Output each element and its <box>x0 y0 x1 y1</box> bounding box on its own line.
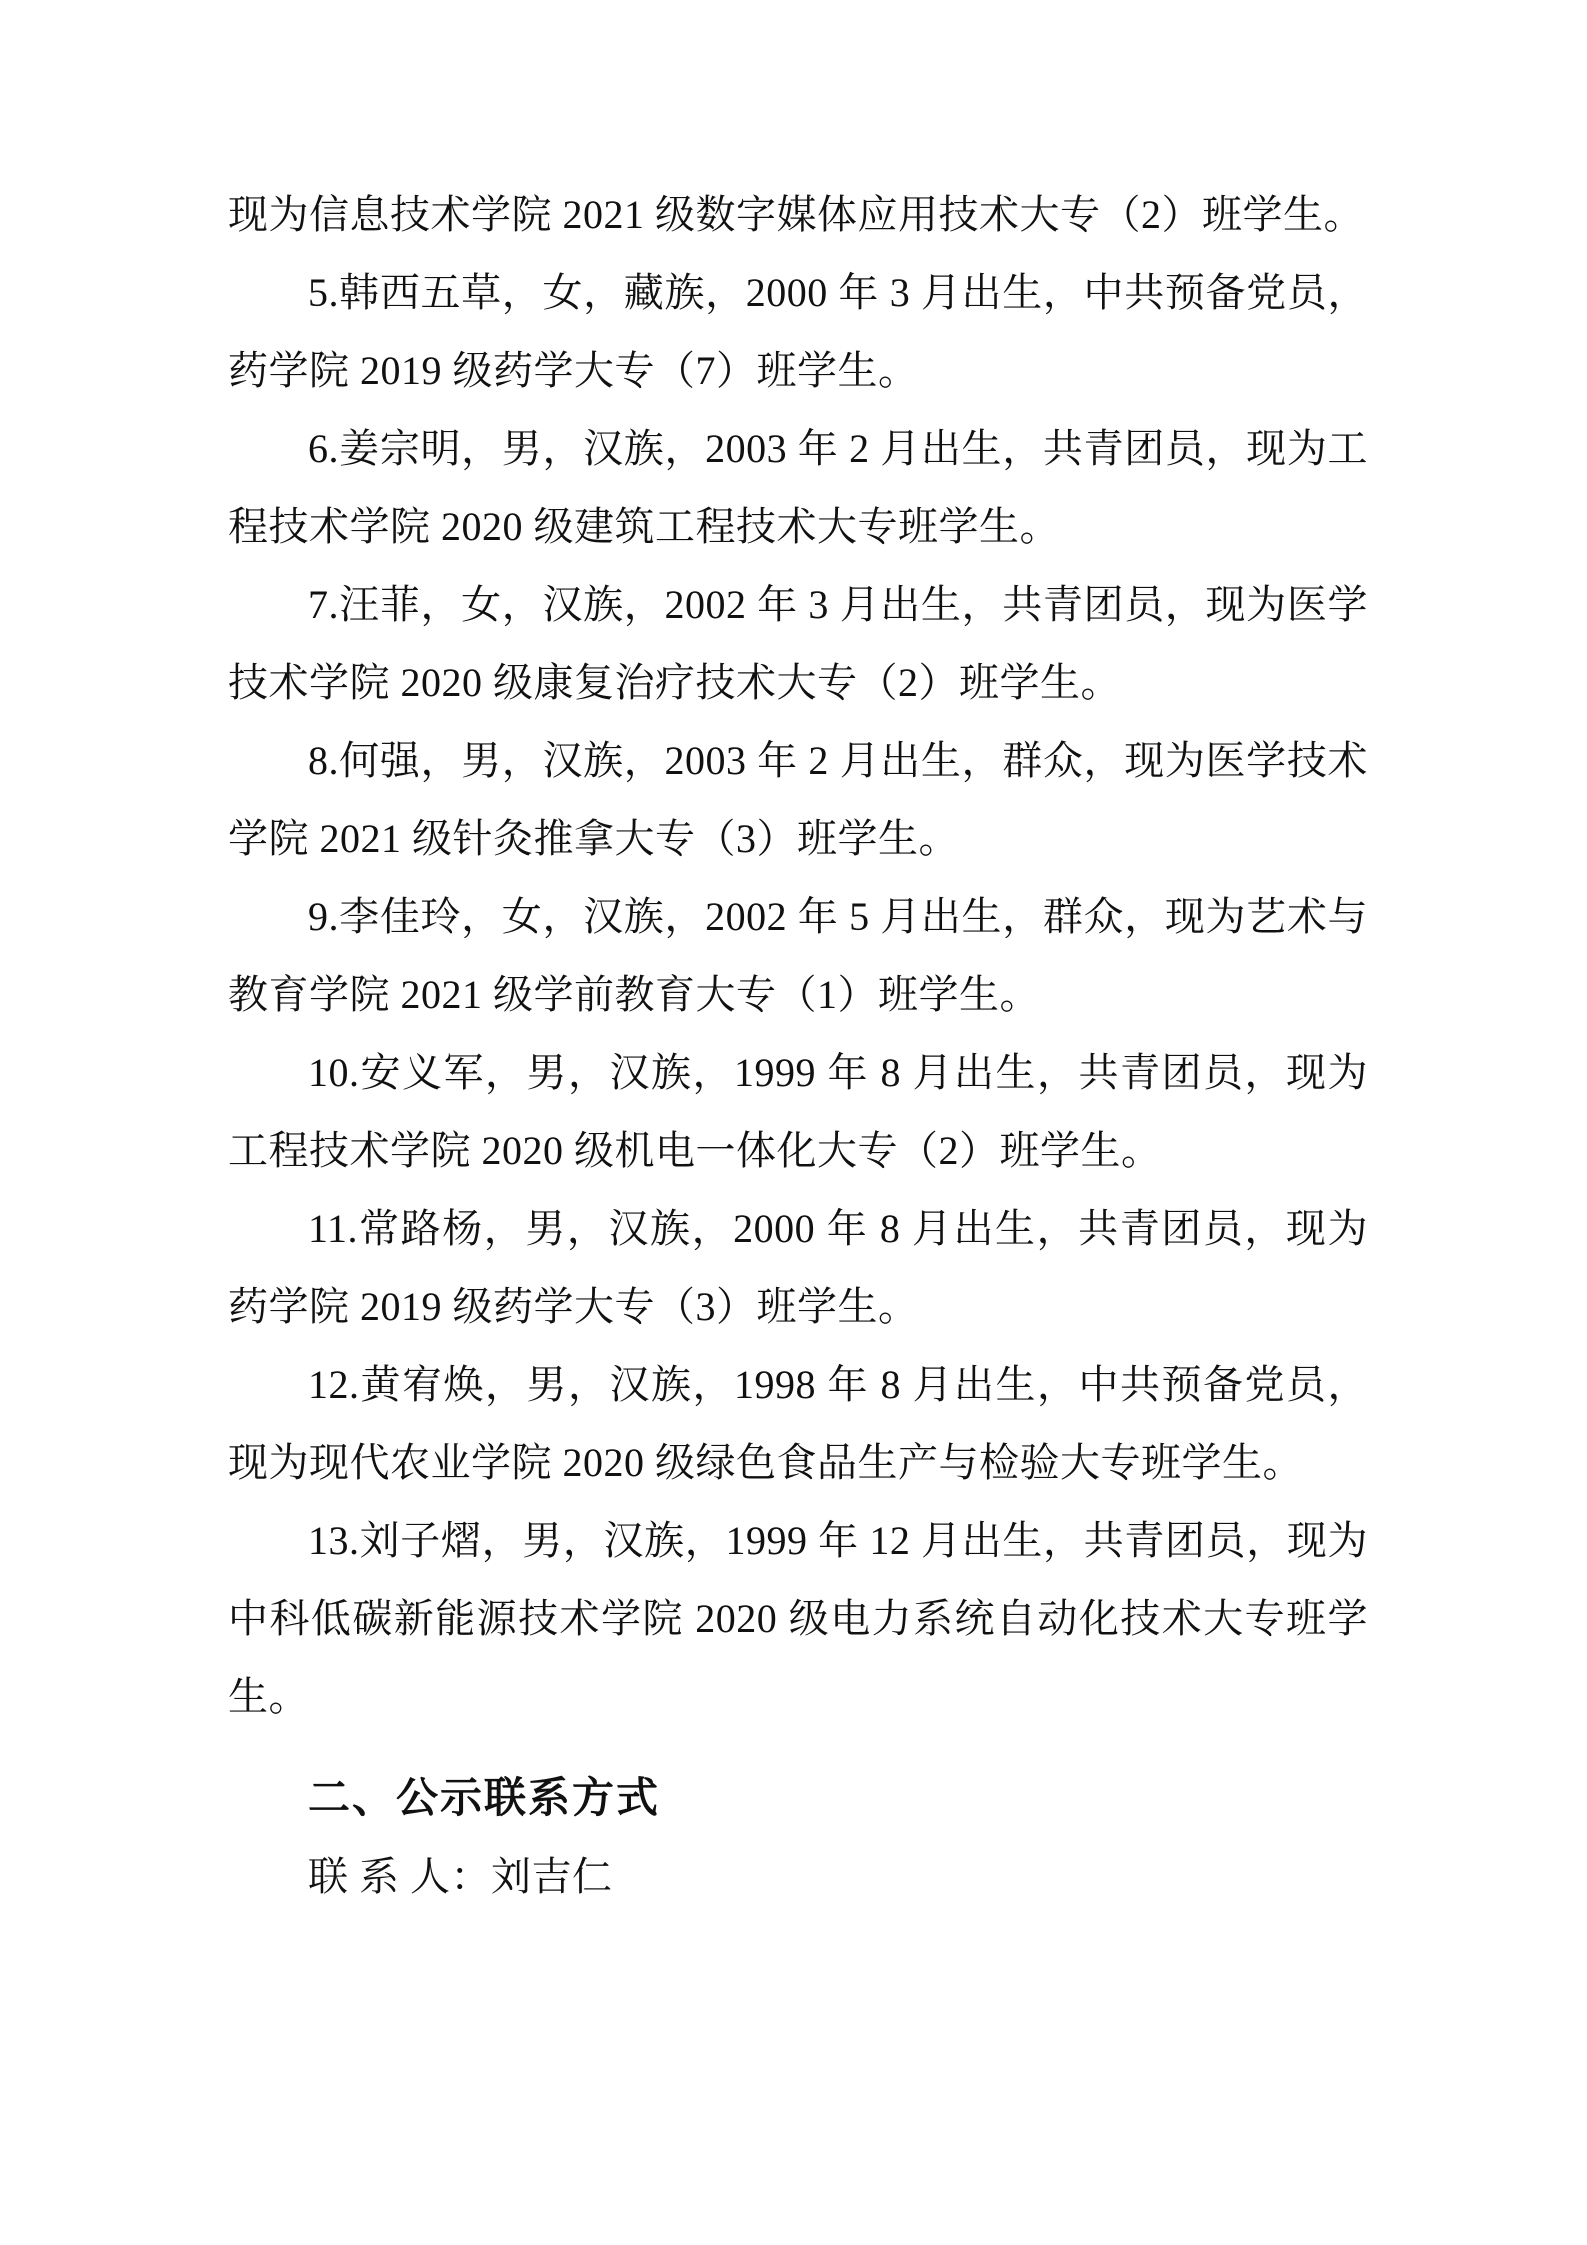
contact-person-line: 联 系 人：刘吉仁 <box>308 1854 613 1899</box>
list-item-6: 6.姜宗明，男，汉族，2003 年 2 月出生，共青团员，现为工程技术学院 2020 级建筑工程技术大专班学生。 <box>228 426 1368 549</box>
list-item-10: 10.安义军，男，汉族，1999 年 8 月出生，共青团员，现为工程技术学院 2020 级机电一体化大专（2）班学生。 <box>228 1050 1368 1173</box>
section-heading-contact: 二、公示联系方式 <box>308 1774 661 1821</box>
list-item-11: 11.常路杨，男，汉族，2000 年 8 月出生，共青团员，现为药学院 2019 级药学大专（3）班学生。 <box>228 1206 1368 1329</box>
list-item-9: 9.李佳玲，女，汉族，2002 年 5 月出生，群众，现为艺术与教育学院 2021 级学前教育大专（1）班学生。 <box>228 894 1368 1017</box>
paragraph-continued: 现为信息技术学院 2021 级数字媒体应用技术大专（2）班学生。 <box>228 192 1364 237</box>
list-item-13: 13.刘子熠，男，汉族，1999 年 12 月出生，共青团员，现为中科低碳新能源技术学院 2020 级电力系统自动化技术大专班学生。 <box>228 1518 1368 1719</box>
list-item-8: 8.何强，男，汉族，2003 年 2 月出生，群众，现为医学技术学院 2021 级针灸推拿大专（3）班学生。 <box>228 738 1368 861</box>
list-item-12: 12.黄宥焕，男，汉族，1998 年 8 月出生，中共预备党员，现为现代农业学院 2020 级绿色食品生产与检验大专班学生。 <box>228 1362 1368 1485</box>
list-item-5: 5.韩西五草，女，藏族，2000 年 3 月出生，中共预备党员，药学院 2019 级药学大专（7）班学生。 <box>228 270 1368 393</box>
list-item-7: 7.汪菲，女，汉族，2002 年 3 月出生，共青团员，现为医学技术学院 2020 级康复治疗技术大专（2）班学生。 <box>228 582 1368 705</box>
document-body <box>228 176 1368 1916</box>
